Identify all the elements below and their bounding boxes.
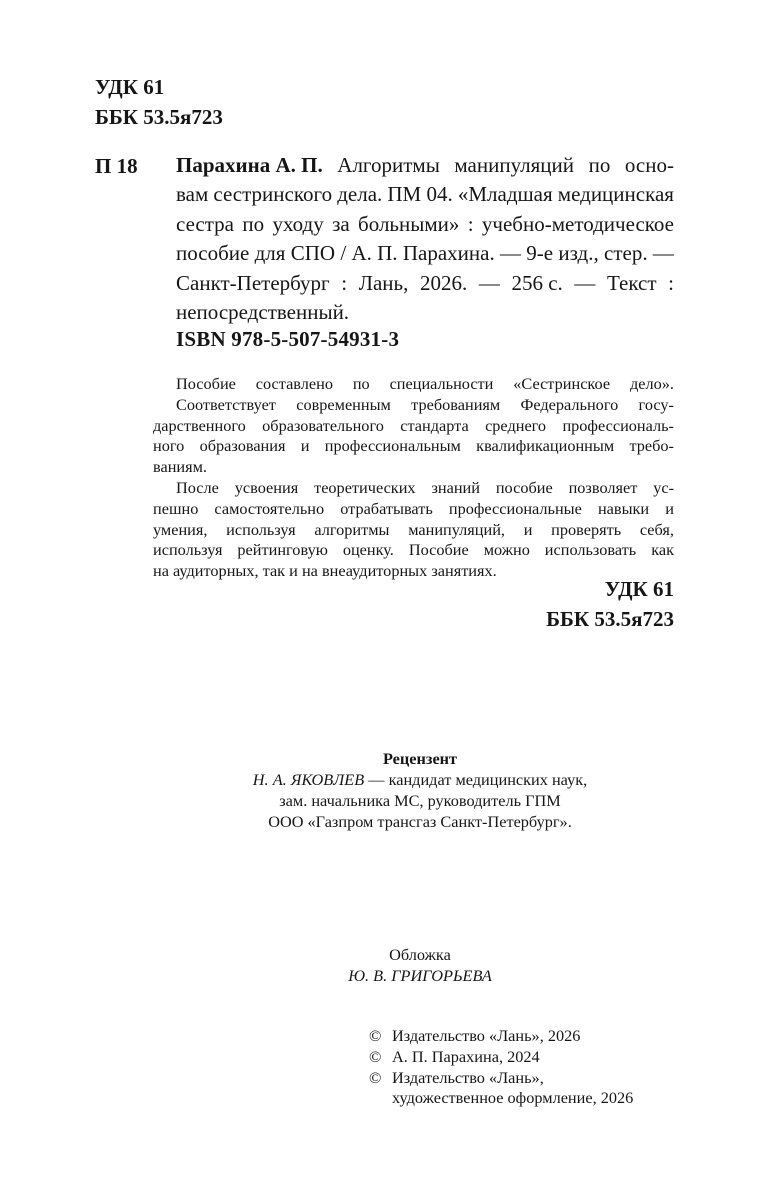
copyright-block <box>369 1026 633 1109</box>
copyright-line: © Издательство «Лань», 2026 <box>369 1026 581 1045</box>
abstract <box>153 374 674 582</box>
cover-block <box>220 944 620 986</box>
biblio-line-2: вам сестринского дела. ПМ 04. «Младшая медицинская <box>176 182 674 207</box>
reviewer-title: Рецензент <box>382 749 458 768</box>
abstract-line: дарственного образовательного стандарта среднего профессиональ- <box>153 415 674 435</box>
classification-bottom <box>546 574 674 634</box>
isbn: ISBN 978-5-507-54931-3 <box>176 327 400 351</box>
biblio-line-5: Санкт-Петербург : Лань, 2026. — 256 с. — Текст : <box>176 270 674 295</box>
cover-artist-name: Ю. В. ГРИГОРЬЕВА <box>348 966 492 985</box>
abstract-line: После усвоения теоретических знаний пособие позволяет ус- <box>176 477 674 497</box>
author-mark: П 18 <box>95 154 138 178</box>
copyright-line: © А. П. Парахина, 2024 <box>369 1046 540 1066</box>
abstract-line: используя рейтинговую оценку. Пособие можно использовать как <box>153 540 674 560</box>
copyright-icon: © <box>369 1026 382 1045</box>
classification-top <box>95 72 223 132</box>
abstract-line: умения, используя алгоритмы манипуляций, и проверять себя, <box>153 519 674 539</box>
abstract-line: Соответствует современным требованиям Федерального госу- <box>176 394 674 414</box>
copyright-icon: © <box>369 1067 382 1087</box>
bbk-code: ББК 53.5я723 <box>95 105 223 129</box>
author-name: Парахина А. П. <box>176 153 323 177</box>
abstract-line: пешно самостоятельно отрабатывать профессиональные навыки и <box>153 498 674 518</box>
reviewer-name: Н. А. ЯКОВЛЕВ <box>252 770 365 789</box>
biblio-line-3: сестра по уходу за больными» : учебно-методическое <box>176 211 674 236</box>
copyright-icon: © <box>369 1046 382 1066</box>
udk-code: УДК 61 <box>604 577 674 601</box>
biblio-line-4: пособие для СПО / А. П. Парахина. — 9-е изд., стер. — <box>176 241 674 266</box>
abstract-line: на аудиторных, так и на внеаудиторных занятиях. <box>153 561 497 581</box>
biblio-line-6: непосредственный. <box>176 300 350 325</box>
abstract-line: Пособие составлено по специальности «Сестринское дело». <box>176 374 674 393</box>
bbk-code: ББК 53.5я723 <box>546 607 674 631</box>
reviewer-line-2: зам. начальника МС, руководитель ГПМ <box>279 791 561 810</box>
reviewer-line-3: ООО «Газпром трансгаз Санкт-Петербург». <box>268 812 572 831</box>
udk-code: УДК 61 <box>95 75 165 99</box>
reviewer-block <box>150 748 690 832</box>
abstract-line: ваниям. <box>153 457 207 477</box>
abstract-line: ного образования и профессиональным квалификационным требо- <box>153 436 674 456</box>
reviewer-line-1: Н. А. ЯКОВЛЕВ — кандидат медицинских наук, <box>252 770 588 789</box>
copyright-line: © Издательство «Лань», <box>369 1067 544 1087</box>
copyright-line: художественное оформление, 2026 <box>392 1088 634 1108</box>
cover-title: Обложка <box>389 945 451 964</box>
biblio-line-1: Парахина А. П. Алгоритмы манипуляций по осно- <box>176 151 674 180</box>
bibliographic-description <box>176 151 674 327</box>
